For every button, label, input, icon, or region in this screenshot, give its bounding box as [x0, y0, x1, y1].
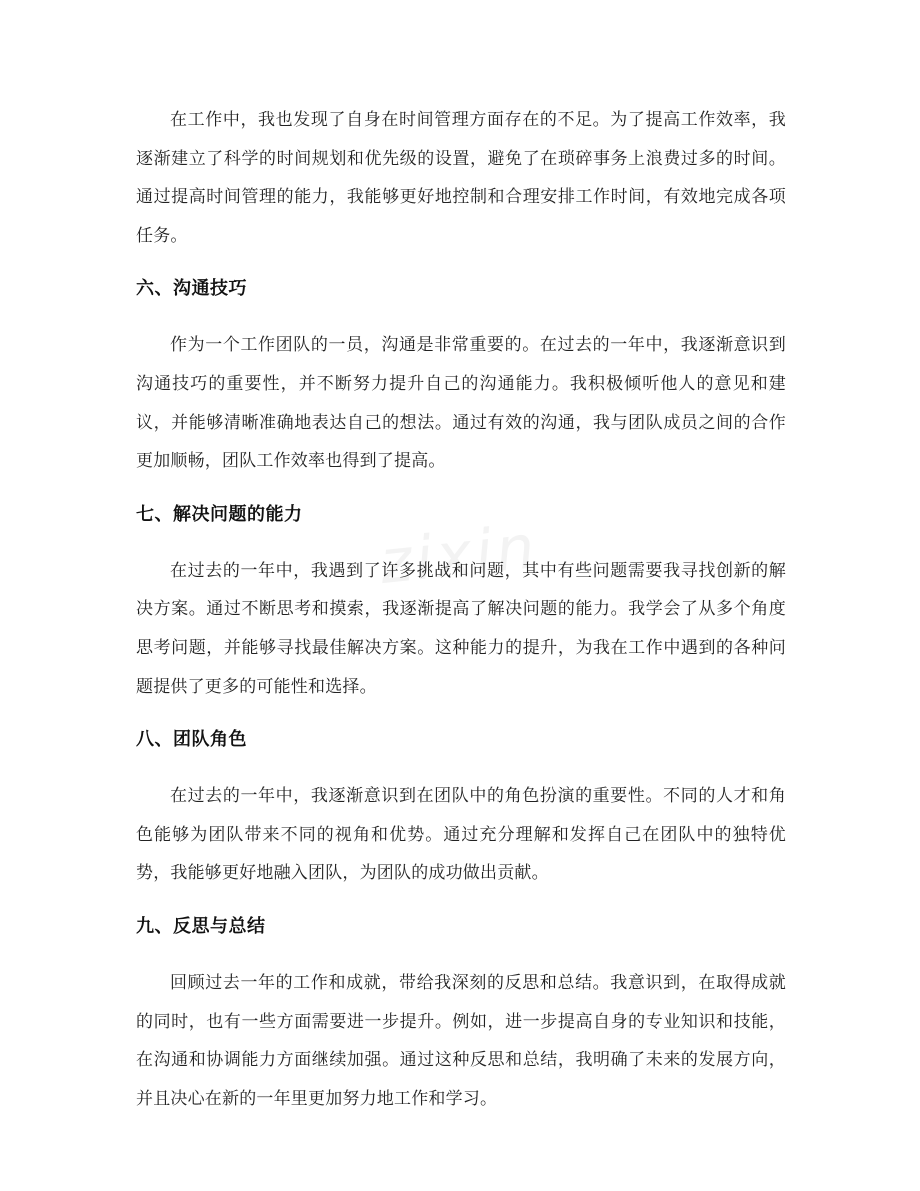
document-body: [136, 101, 786, 1118]
paragraph-time-management: 在工作中，我也发现了自身在时间管理方面存在的不足。为了提高工作效率，我逐渐建立了科学的时间规划和优先级的设置，避免了在琐碎事务上浪费过多的时间。通过提高时间管理的能力，我能够更好地控制和合理安排工作时间，有效地完成各项任务。: [136, 110, 786, 246]
paragraph-communication-skills: 作为一个工作团队的一员，沟通是非常重要的。在过去的一年中，我逐渐意识到沟通技巧的重要性，并不断努力提升自己的沟通能力。我积极倾听他人的意见和建议，并能够清晰准确地表达自己的想法。通过有效的沟通，我与团队成员之间的合作更加顺畅，团队工作效率也得到了提高。: [136, 335, 786, 472]
watermark: zixin: [376, 511, 542, 599]
paragraph-reflection-summary: 回顾过去一年的工作和成就，带给我深刻的反思和总结。我意识到，在取得成就的同时，也有一些方面需要进一步提升。例如，进一步提高自身的专业知识和技能，在沟通和协调能力方面继续加强。通过这种反思和总结，我明确了未来的发展方向，并且决心在新的一年里更加努力地工作和学习。: [136, 972, 786, 1109]
heading-reflection-summary: 九、反思与总结: [136, 915, 266, 937]
heading-problem-solving: 七、解决问题的能力: [136, 503, 303, 525]
heading-team-role: 八、团队角色: [136, 729, 247, 751]
heading-communication-skills: 六、沟通技巧: [136, 278, 247, 300]
paragraph-problem-solving: 在过去的一年中，我遇到了许多挑战和问题，其中有些问题需要我寻找创新的解决方案。通过不断思考和摸索，我逐渐提高了解决问题的能力。我学会了从多个角度思考问题，并能够寻找最佳解决方案。这种能力的提升，为我在工作中遇到的各种问题提供了更多的可能性和选择。: [136, 560, 786, 697]
paragraph-team-role: 在过去的一年中，我逐渐意识到在团队中的角色扮演的重要性。不同的人才和角色能够为团队带来不同的视角和优势。通过充分理解和发挥自己在团队中的独特优势，我能够更好地融入团队，为团队的成功做出贡献。: [136, 786, 786, 884]
